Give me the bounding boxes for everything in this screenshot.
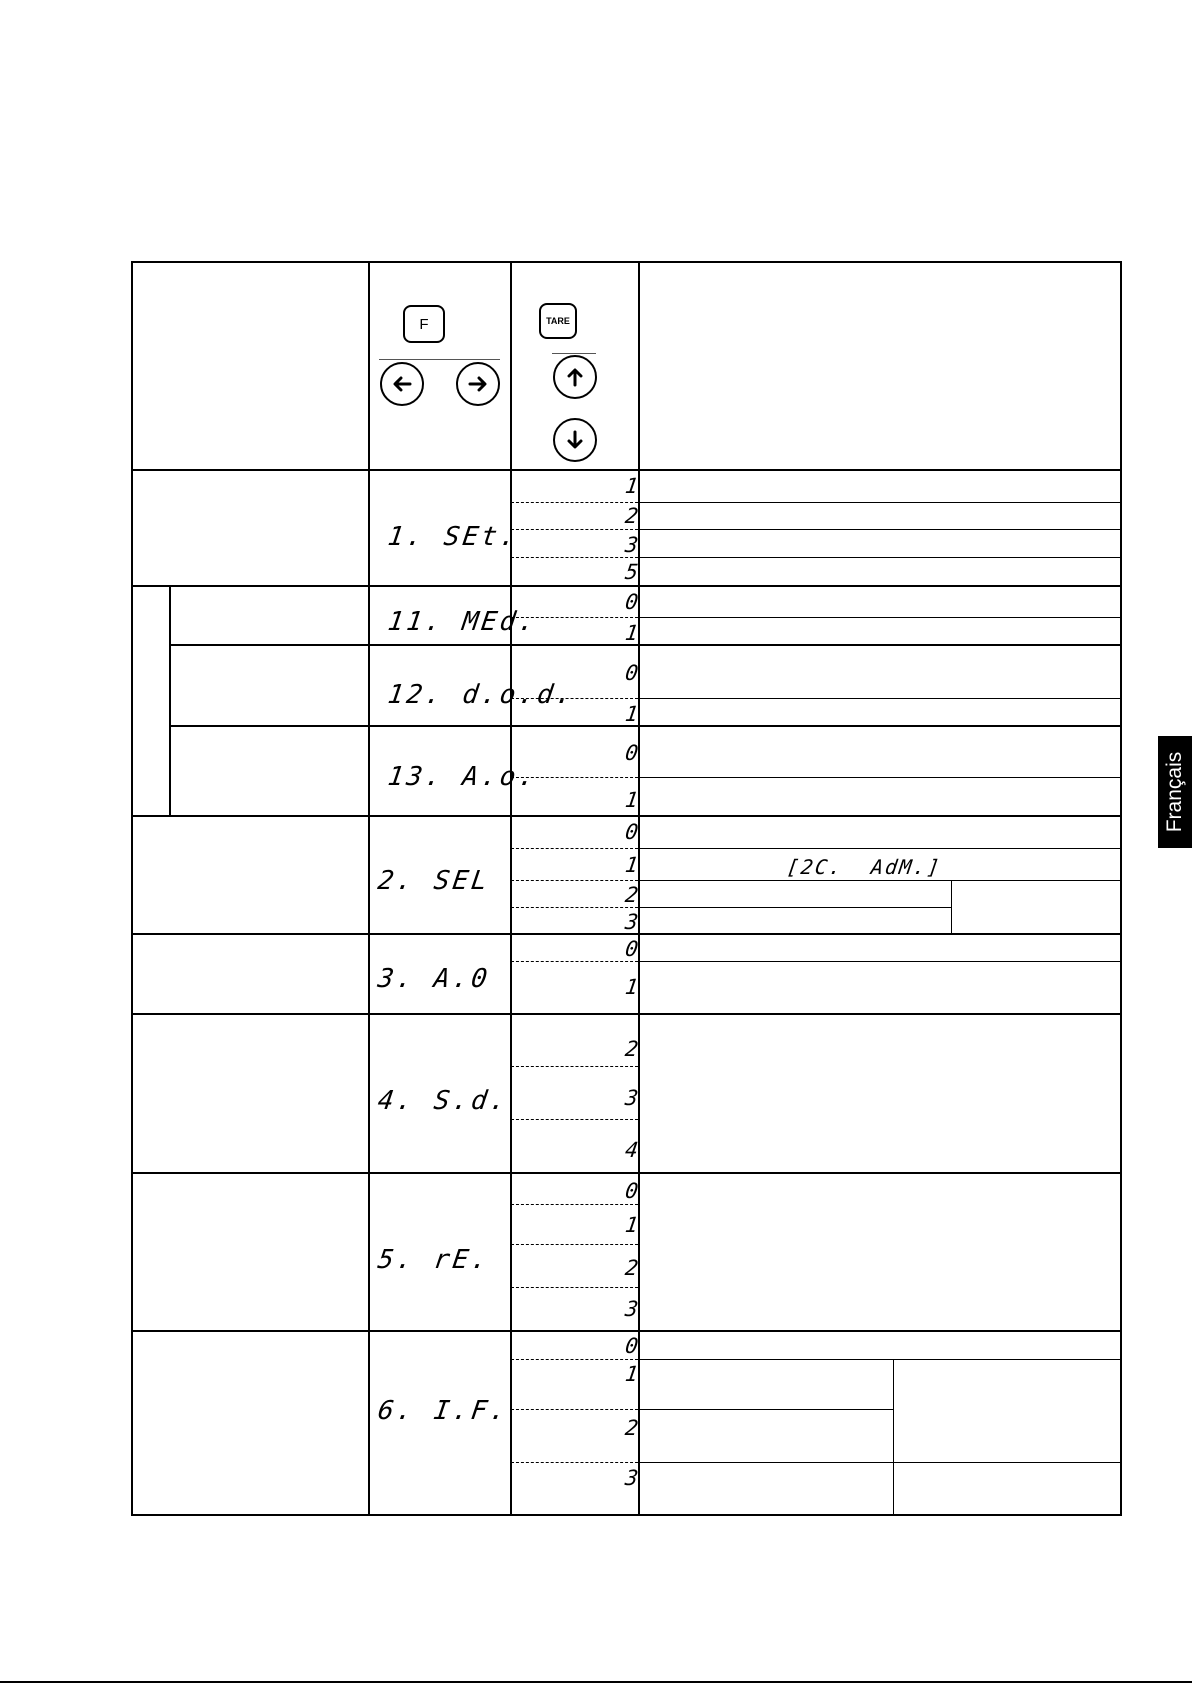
opt-sep: [511, 880, 638, 881]
desc-sep: [639, 698, 1121, 699]
row-sep-a0: [131, 1013, 1121, 1015]
opt-sep: [511, 529, 638, 530]
param-code-a0: 3. A.0: [375, 964, 493, 994]
option-value: 1: [623, 621, 640, 645]
option-value: 0: [623, 1334, 640, 1358]
option-value: 1: [623, 702, 640, 726]
desc-sep: [639, 617, 1121, 618]
option-value: 3: [623, 1466, 640, 1490]
arrow-down-icon: [553, 418, 597, 462]
f-key-icon: [403, 305, 445, 343]
option-value: 0: [623, 1179, 640, 1203]
arrow-right-icon: [456, 362, 500, 406]
opt-sep: [511, 1066, 638, 1067]
row-sep-med: [169, 644, 1121, 646]
option-value: 2: [623, 1416, 640, 1440]
row-sep-dod: [169, 725, 1121, 727]
param-code-re: 5. rE.: [375, 1245, 493, 1275]
opt-sep: [511, 1359, 638, 1360]
col-sep-2: [510, 261, 512, 1516]
desc-sep: [639, 529, 1121, 530]
desc-sep: [639, 777, 1121, 778]
option-value: 0: [623, 590, 640, 614]
desc-sep: [639, 848, 1121, 849]
param-code-ao: 13. A.o.: [385, 762, 540, 792]
param-code-med: 11. MEd.: [385, 607, 540, 637]
opt-sep: [511, 1244, 638, 1245]
desc-sep: [639, 557, 1121, 558]
option-value: 1: [623, 1362, 640, 1386]
option-value: 4: [623, 1138, 640, 1162]
inline-code-2c-adm: [2C. AdM.]: [785, 855, 944, 879]
table-left-border: [131, 261, 133, 1516]
option-value: 3: [623, 910, 640, 934]
param-code-set: 1. SEt.: [385, 522, 521, 552]
row-sep-ao: [131, 815, 1121, 817]
opt-sep: [511, 557, 638, 558]
option-value: 5: [623, 560, 640, 584]
option-value: 1: [623, 788, 640, 812]
option-value: 2: [623, 504, 640, 528]
language-tab[interactable]: [1158, 736, 1192, 848]
option-value: 0: [623, 820, 640, 844]
option-value: 3: [623, 533, 640, 557]
option-value: 0: [623, 937, 640, 961]
option-value: 3: [623, 1086, 640, 1110]
option-value: 1: [623, 975, 640, 999]
if-note-divider: [893, 1359, 894, 1515]
param-code-dod: 12. d.o.d.: [385, 680, 577, 710]
option-value: 0: [623, 741, 640, 765]
arrow-left-icon: [380, 362, 424, 406]
opt-sep: [511, 1462, 638, 1463]
param-code-sel: 2. SEL: [375, 866, 493, 896]
desc-sep: [639, 907, 951, 908]
col-sep-1: [368, 261, 370, 1516]
desc-sep: [639, 502, 1121, 503]
key-divider-right: [552, 353, 596, 354]
opt-sep: [511, 1204, 638, 1205]
table-bottom-border: [131, 1514, 1121, 1516]
tare-key-label: TARE: [546, 316, 570, 326]
opt-sep: [511, 1119, 638, 1120]
row-sep-sd: [131, 1172, 1121, 1174]
table-right-border: [1120, 261, 1122, 1516]
key-divider-left: [379, 359, 500, 360]
opt-sep: [511, 1287, 638, 1288]
desc-sep: [639, 880, 1121, 881]
option-value: 1: [623, 474, 640, 498]
desc-sep: [639, 961, 1121, 962]
option-value: 2: [623, 883, 640, 907]
option-value: 2: [623, 1037, 640, 1061]
row-sep-re: [131, 1330, 1121, 1332]
opt-sep: [511, 961, 638, 962]
footer-rule: [0, 1681, 1192, 1683]
desc-sep: [639, 1359, 1121, 1360]
option-value: 2: [623, 1256, 640, 1280]
opt-sep: [511, 1409, 638, 1410]
tare-key-icon: [539, 303, 577, 339]
param-code-if: 6. I.F.: [375, 1396, 511, 1426]
opt-sep: [511, 502, 638, 503]
option-value: 1: [623, 1213, 640, 1237]
row-sep-set: [131, 585, 1121, 587]
param-code-sd: 4. S.d.: [375, 1086, 511, 1116]
f-key-label: F: [419, 315, 429, 333]
table-top-border: [131, 261, 1121, 263]
row-sep-header: [131, 469, 1121, 471]
option-value: 1: [623, 853, 640, 877]
option-value: 0: [623, 661, 640, 685]
subgroup-indent-line: [169, 585, 171, 816]
language-tab-label: Français: [1163, 751, 1186, 833]
sel-note-divider: [951, 880, 952, 934]
option-value: 3: [623, 1297, 640, 1321]
opt-sep: [511, 848, 638, 849]
opt-sep: [511, 907, 638, 908]
desc-sep: [639, 1409, 893, 1410]
arrow-up-icon: [553, 355, 597, 399]
desc-sep: [639, 1462, 1121, 1463]
